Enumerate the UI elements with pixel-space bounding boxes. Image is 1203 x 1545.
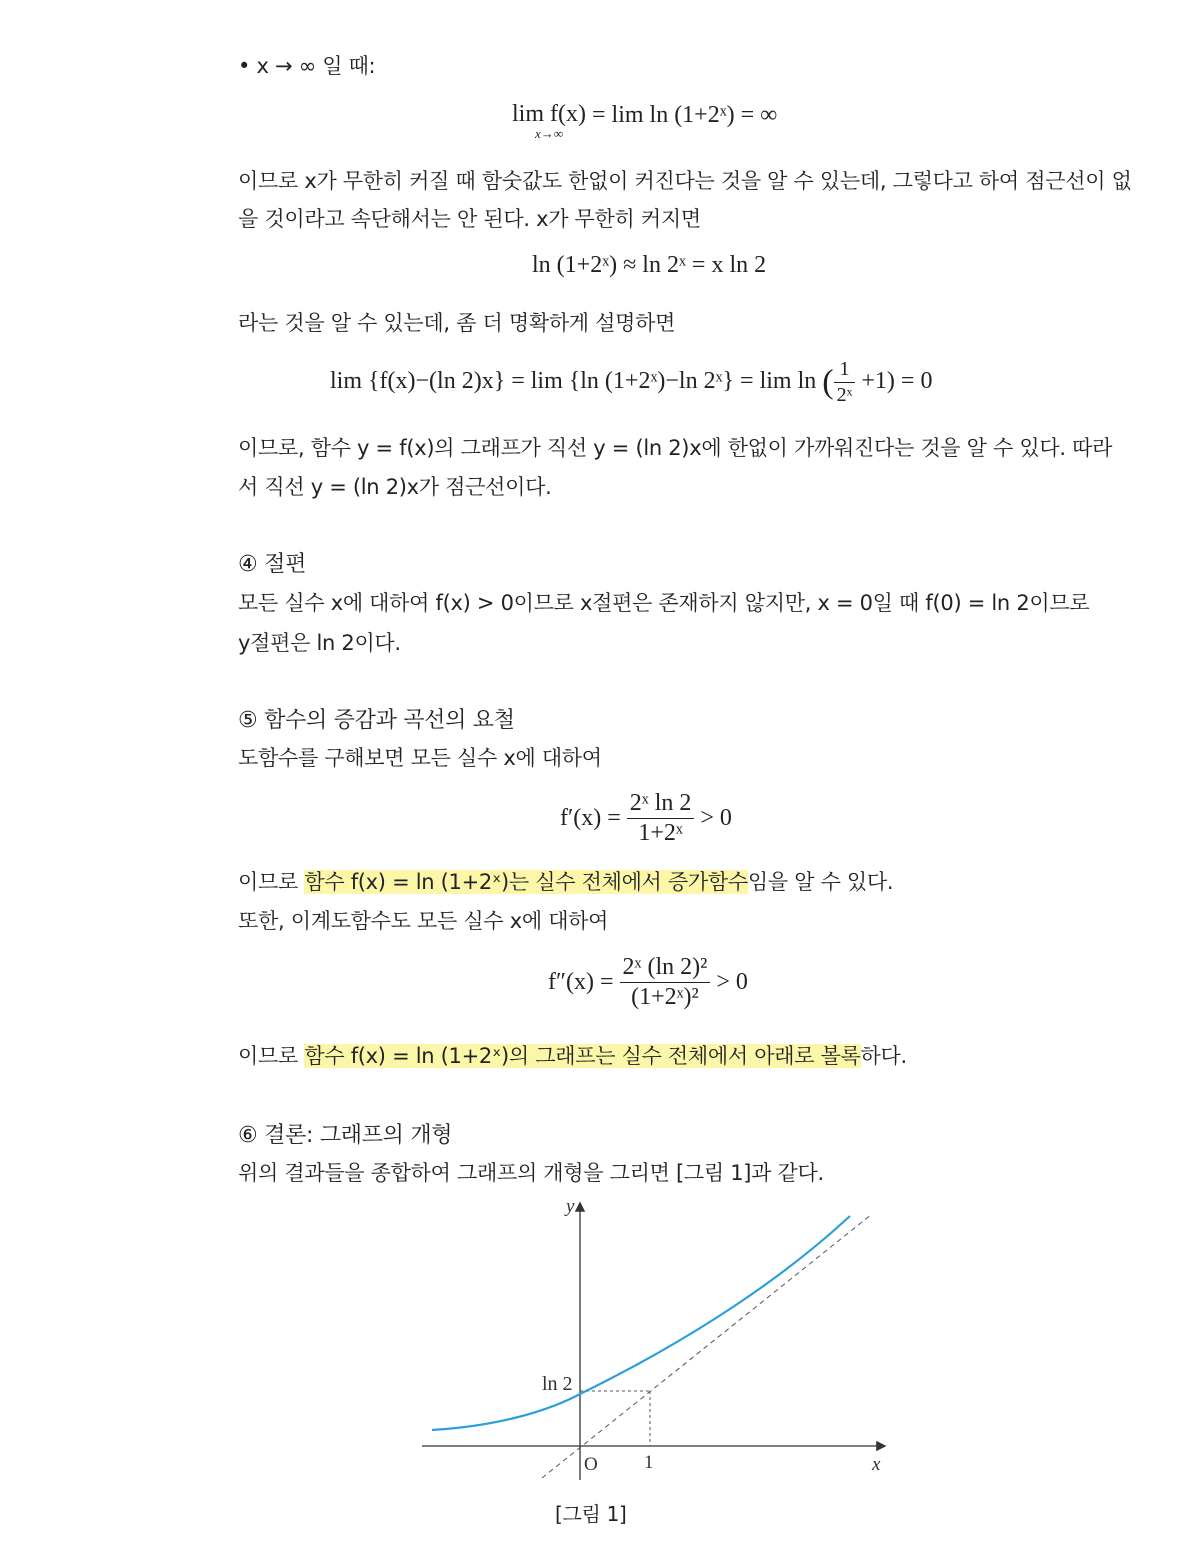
origin-label: O: [584, 1454, 598, 1475]
eq3-frac-den: 2ˣ: [836, 384, 853, 406]
equation-second-derivative: [548, 954, 748, 1011]
y-intercept-label: ln 2: [542, 1373, 573, 1395]
para1-line1: 이므로 x가 무한히 커질 때 함숫값도 한없이 커진다는 것을 알 수 있는데, 그렇다고 하여 점근선이 없: [238, 169, 1132, 193]
section4-heading: ④ 절편: [238, 552, 307, 577]
eq-first-rhs: > 0: [700, 805, 732, 831]
bullet-line: • x → ∞ 일 때:: [238, 54, 376, 78]
section5-also: 또한, 이계도함수도 모든 실수 x에 대하여: [238, 909, 609, 933]
x-tick-label: 1: [644, 1452, 654, 1473]
eq3-frac-num: 1: [834, 358, 856, 383]
eq3-part1: lim {f(x)−(ln 2)x} = lim {ln (1+2ˣ)−ln 2ˣ} = lim ln: [330, 368, 817, 395]
result1-highlight: 함수 f(x) = ln (1+2ˣ)는 실수 전체에서 증가함수: [304, 870, 748, 894]
eq-first-lhs: f′(x) =: [560, 805, 621, 831]
eq-first-den: 1+2ˣ: [638, 820, 683, 846]
function-curve: [432, 1216, 850, 1430]
result2-pre: 이므로: [238, 1044, 305, 1068]
eq-second-num: 2ˣ (ln 2)²: [620, 954, 711, 983]
result1-pre: 이므로: [238, 870, 305, 894]
para2: 라는 것을 알 수 있는데, 좀 더 명확하게 설명하면: [238, 311, 676, 335]
equation-asymptote-limit: lim {f(x)−(ln 2)x} = lim {ln (1+2ˣ)−ln 2ˣ} = lim ln ( $\frac{1}{\text{2ˣ}}$ +1) = 0: [330, 358, 933, 406]
section6-heading: ⑥ 결론: 그래프의 개형: [238, 1123, 453, 1148]
section4-line1: 모든 실수 x에 대하여 f(x) > 0이므로 x절편은 존재하지 않지만, x = 0일 때 f(0) = ln 2이므로: [238, 591, 1090, 615]
equation-approx: ln (1+2ˣ) ≈ ln 2ˣ = x ln 2: [532, 252, 767, 278]
result2-post: 하다.: [860, 1044, 907, 1068]
eq-second-den: (1+2ˣ)²: [631, 984, 699, 1010]
figure-caption: [그림 1]: [555, 1502, 627, 1526]
section6-intro: 위의 결과들을 종합하여 그래프의 개형을 그리면 [그림 1]과 같다.: [238, 1161, 824, 1185]
eq1-rhs: = lim ln (1+2ˣ) = ∞: [591, 102, 778, 128]
figure-graph: [410, 1190, 900, 1490]
eq1-lim-sub: x→∞: [534, 126, 564, 142]
para1-line2: 을 것이라고 속단해서는 안 된다. x가 무한히 커지면: [238, 207, 701, 231]
para3-line2: 서 직선 y = (ln 2)x가 점근선이다.: [238, 475, 552, 499]
x-axis-label: x: [872, 1454, 881, 1475]
section5-result1: [238, 866, 893, 896]
section5-intro: 도함수를 구해보면 모든 실수 x에 대하여: [238, 746, 602, 770]
eq-second-rhs: > 0: [716, 969, 748, 995]
section5-result2: [238, 1040, 907, 1070]
section5-heading: ⑤ 함수의 증감과 곡선의 요철: [238, 708, 515, 733]
para3-line1: 이므로, 함수 y = f(x)의 그래프가 직선 y = (ln 2)x에 한없이 가까워진다는 것을 알 수 있다. 따라: [238, 436, 1113, 460]
equation-first-derivative: [560, 790, 732, 847]
result1-post: 임을 알 수 있다.: [747, 870, 894, 894]
section4-line2: y절편은 ln 2이다.: [238, 631, 401, 655]
eq-first-num: 2ˣ ln 2: [627, 790, 695, 819]
eq3-part2: +1) = 0: [861, 368, 933, 395]
eq-second-lhs: f″(x) =: [548, 969, 614, 995]
equation-limit-infinity: [512, 102, 777, 141]
y-axis-label: y: [566, 1196, 575, 1217]
eq1-lhs: lim f(x): [512, 101, 586, 127]
result2-highlight: 함수 f(x) = ln (1+2ˣ)의 그래프는 실수 전체에서 아래로 볼록: [304, 1044, 861, 1068]
asymptote-line: [542, 1214, 872, 1478]
